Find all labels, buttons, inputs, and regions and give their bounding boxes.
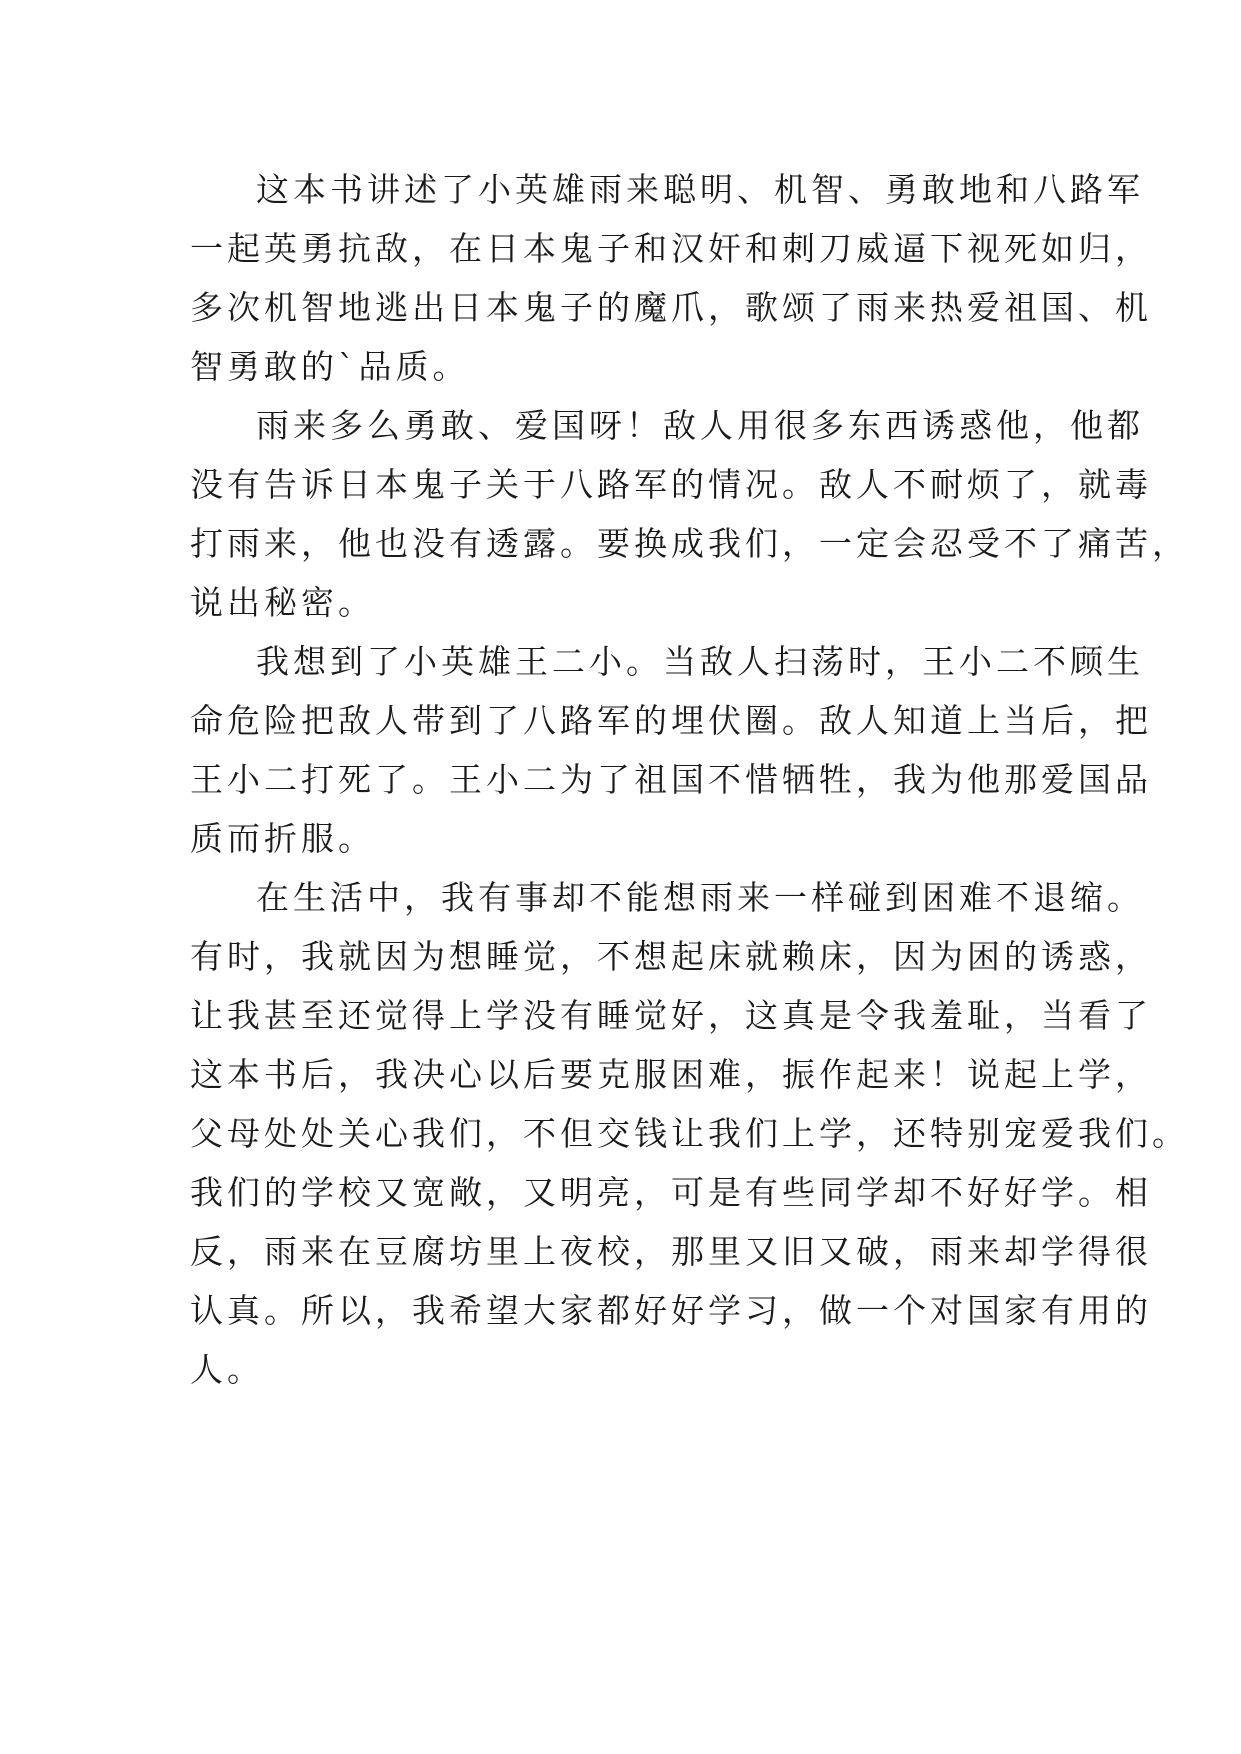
paragraph-line: 雨来多么勇敢、爱国呀！敌人用很多东西诱惑他，他都	[256, 406, 1144, 445]
paragraph-line: 反，雨来在豆腐坊里上夜校，那里又旧又破，雨来却学得很	[190, 1232, 1152, 1271]
paragraph-line: 多次机智地逃出日本鬼子的魔爪，歌颂了雨来热爱祖国、机	[190, 288, 1152, 327]
paragraph-3	[190, 632, 1152, 868]
paragraph-line: 王小二打死了。王小二为了祖国不惜牺牲，我为他那爱国品	[190, 760, 1152, 799]
paragraph-line: 一起英勇抗敌，在日本鬼子和汉奸和刺刀威逼下视死如归，	[190, 229, 1152, 268]
paragraph-line: 让我甚至还觉得上学没有睡觉好，这真是令我羞耻，当看了	[190, 996, 1152, 1035]
paragraph-1	[190, 160, 1152, 396]
paragraph-line: 父母处处关心我们，不但交钱让我们上学，还特别宠爱我们。	[190, 1114, 1189, 1153]
paragraph-line: 智勇敢的`品质。	[190, 347, 470, 386]
paragraph-line: 我想到了小英雄王二小。当敌人扫荡时，王小二不顾生	[256, 642, 1144, 681]
paragraph-line: 说出秘密。	[190, 583, 375, 622]
paragraph-line: 这本书讲述了小英雄雨来聪明、机智、勇敢地和八路军	[256, 170, 1144, 209]
paragraph-line: 这本书后，我决心以后要克服困难，振作起来！说起上学，	[190, 1055, 1152, 1094]
paragraph-line: 质而折服。	[190, 819, 375, 858]
paragraph-2	[190, 396, 1189, 632]
document-body	[190, 160, 1189, 1399]
paragraph-line: 有时，我就因为想睡觉，不想起床就赖床，因为困的诱惑，	[190, 937, 1152, 976]
paragraph-line: 打雨来，他也没有透露。要换成我们，一定会忍受不了痛苦，	[190, 524, 1189, 563]
paragraph-line: 没有告诉日本鬼子关于八路军的情况。敌人不耐烦了，就毒	[190, 465, 1152, 504]
paragraph-line: 在生活中，我有事却不能想雨来一样碰到困难不退缩。	[256, 878, 1144, 917]
paragraph-4	[190, 868, 1189, 1399]
paragraph-line: 认真。所以，我希望大家都好好学习，做一个对国家有用的	[190, 1291, 1152, 1330]
paragraph-line: 命危险把敌人带到了八路军的埋伏圈。敌人知道上当后，把	[190, 701, 1152, 740]
paragraph-line: 人。	[190, 1350, 264, 1389]
paragraph-line: 我们的学校又宽敞，又明亮，可是有些同学却不好好学。相	[190, 1173, 1152, 1212]
